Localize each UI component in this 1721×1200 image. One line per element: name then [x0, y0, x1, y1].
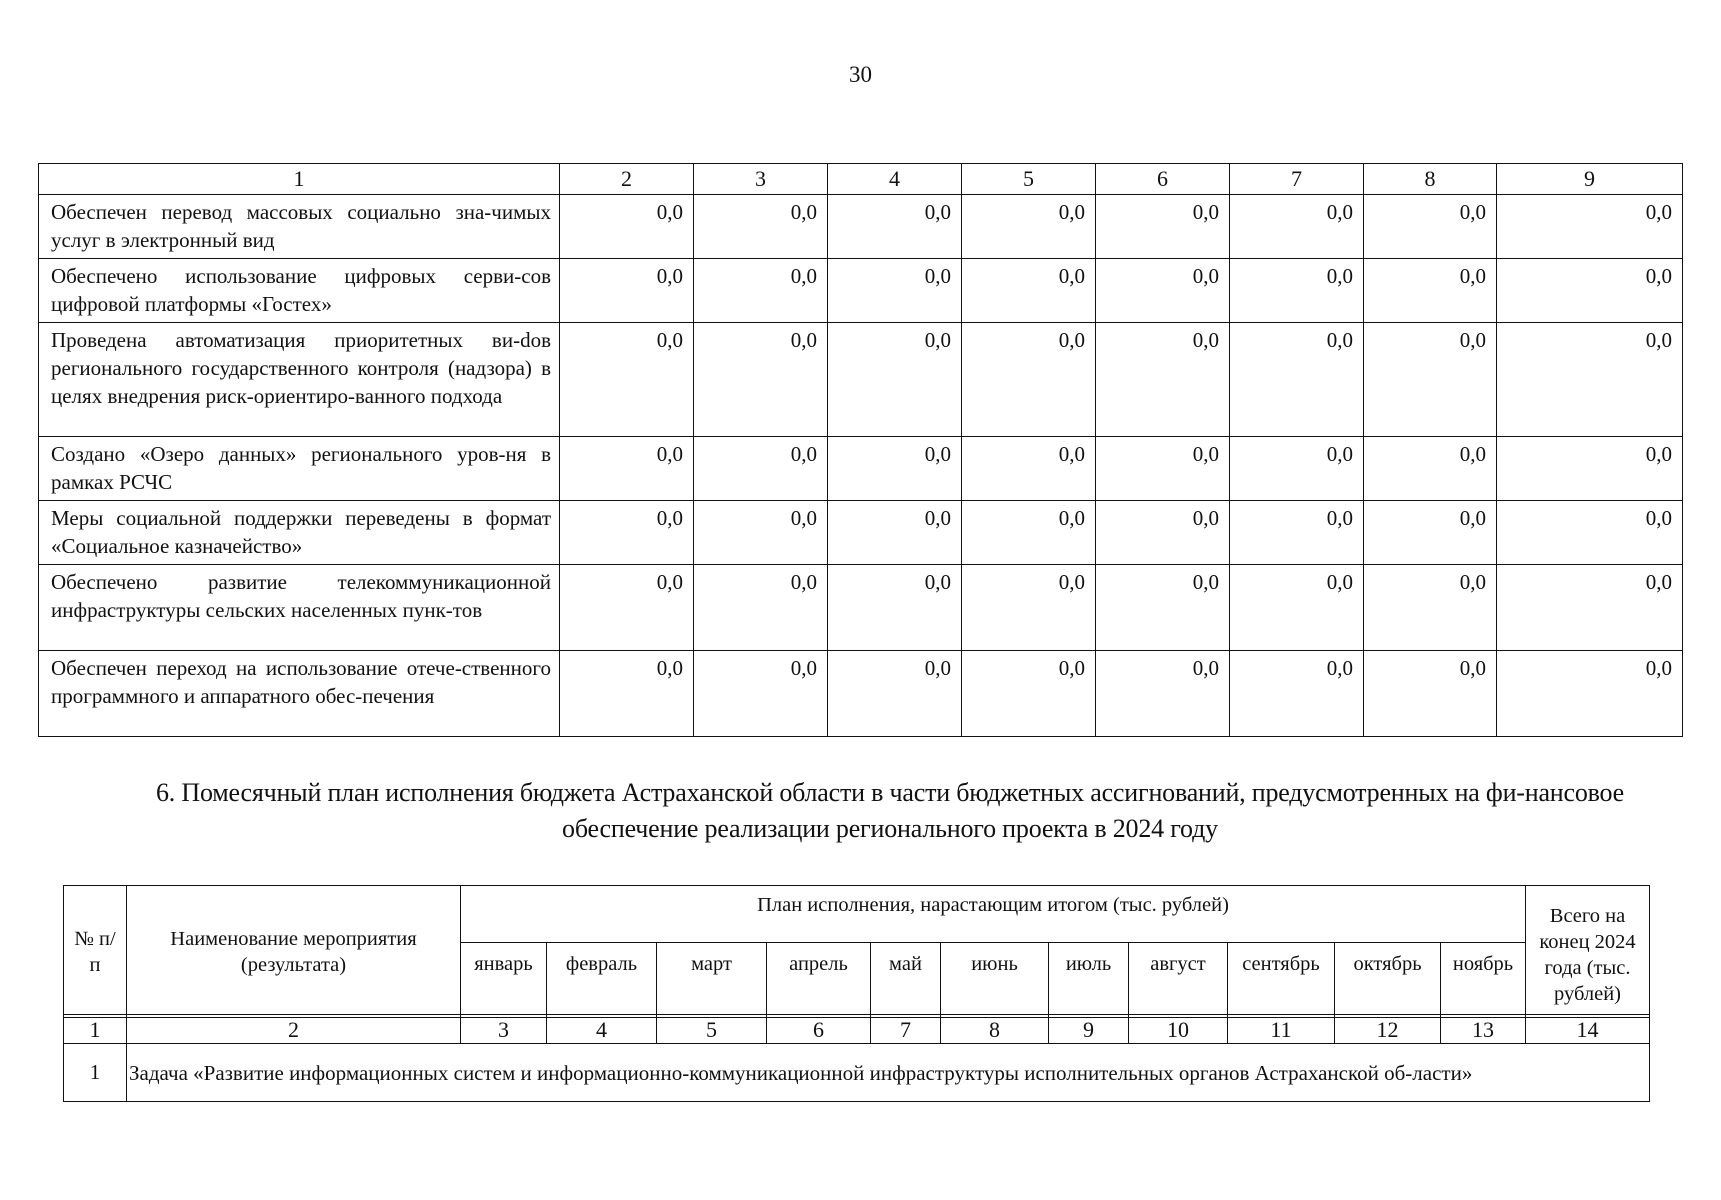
result-name: Обеспечен перевод массовых социально зна-чимых услуг в электронный вид — [39, 195, 560, 259]
column-number: 3 — [461, 1015, 547, 1044]
value-cell: 0,0 — [1230, 501, 1364, 565]
month-header: январь — [461, 943, 547, 1018]
col-name-header: Наименование мероприятия (результата) — [127, 886, 461, 1018]
budget-plan-table — [63, 1014, 1650, 1102]
value-cell: 0,0 — [1096, 565, 1230, 651]
column-number: 4 — [828, 164, 962, 195]
column-number: 2 — [127, 1015, 461, 1044]
task-text: Задача «Развитие информационных систем и информационно-коммуникационной инфраструктуры исполнительных органов Астраханской об-ласти» — [127, 1044, 1650, 1102]
result-name: Меры социальной поддержки переведены в формат «Социальное казначейство» — [39, 501, 560, 565]
value-cell: 0,0 — [962, 323, 1096, 437]
table-row — [39, 195, 1683, 259]
value-cell: 0,0 — [1497, 565, 1683, 651]
value-cell: 0,0 — [1096, 437, 1230, 501]
value-cell: 0,0 — [1497, 501, 1683, 565]
value-cell: 0,0 — [828, 259, 962, 323]
value-cell: 0,0 — [694, 501, 828, 565]
column-number: 9 — [1497, 164, 1683, 195]
value-cell: 0,0 — [828, 501, 962, 565]
value-cell: 0,0 — [1364, 195, 1497, 259]
value-cell: 0,0 — [828, 651, 962, 737]
value-cell: 0,0 — [1096, 195, 1230, 259]
column-numbers-row — [64, 1015, 1650, 1044]
value-cell: 0,0 — [560, 565, 694, 651]
column-number: 5 — [657, 1015, 767, 1044]
value-cell: 0,0 — [828, 323, 962, 437]
value-cell: 0,0 — [1497, 437, 1683, 501]
column-number: 4 — [547, 1015, 657, 1044]
value-cell: 0,0 — [560, 437, 694, 501]
month-header: май — [871, 943, 941, 1018]
result-name: Обеспечен переход на использование отече-ственного программного и аппаратного обес-печения — [39, 651, 560, 737]
value-cell: 0,0 — [694, 437, 828, 501]
page-number: 30 — [849, 62, 872, 87]
column-number: 12 — [1335, 1015, 1441, 1044]
value-cell: 0,0 — [1364, 651, 1497, 737]
total-header: Всего на конец 2024 года (тыс. рублей) — [1526, 886, 1650, 1018]
value-cell: 0,0 — [560, 195, 694, 259]
value-cell: 0,0 — [1096, 651, 1230, 737]
value-cell: 0,0 — [1230, 651, 1364, 737]
table-row — [39, 259, 1683, 323]
month-header: апрель — [767, 943, 871, 1018]
table-header-row — [39, 164, 1683, 195]
value-cell: 0,0 — [962, 195, 1096, 259]
value-cell: 0,0 — [1497, 259, 1683, 323]
column-number: 3 — [694, 164, 828, 195]
plan-header: План исполнения, нарастающим итогом (тыс. рублей) — [461, 886, 1526, 943]
month-header: июль — [1049, 943, 1129, 1018]
value-cell: 0,0 — [1230, 323, 1364, 437]
col-number-header: № п/п — [64, 886, 127, 1018]
value-cell: 0,0 — [1497, 195, 1683, 259]
column-number: 11 — [1228, 1015, 1335, 1044]
column-number: 7 — [871, 1015, 941, 1044]
value-cell: 0,0 — [694, 323, 828, 437]
result-name: Проведена автоматизация приоритетных ви-dов регионального государственного контроля (надзора) в целях внедрения риск-ориентиро-ванного подхода — [39, 323, 560, 437]
value-cell: 0,0 — [694, 195, 828, 259]
value-cell: 0,0 — [694, 651, 828, 737]
month-header: февраль — [547, 943, 657, 1018]
column-number: 7 — [1230, 164, 1364, 195]
table-row — [39, 323, 1683, 437]
column-number: 6 — [767, 1015, 871, 1044]
result-name: Обеспечено развитие телекоммуникационной инфраструктуры сельских населенных пунк-тов — [39, 565, 560, 651]
value-cell: 0,0 — [694, 259, 828, 323]
value-cell: 0,0 — [962, 501, 1096, 565]
value-cell: 0,0 — [560, 651, 694, 737]
month-header: август — [1129, 943, 1228, 1018]
value-cell: 0,0 — [1497, 323, 1683, 437]
column-number: 9 — [1049, 1015, 1129, 1044]
value-cell: 0,0 — [1364, 565, 1497, 651]
column-number: 1 — [39, 164, 560, 195]
value-cell: 0,0 — [1497, 651, 1683, 737]
value-cell: 0,0 — [828, 195, 962, 259]
column-number: 8 — [1364, 164, 1497, 195]
month-header: сентябрь — [1228, 943, 1335, 1018]
table-row — [39, 651, 1683, 737]
value-cell: 0,0 — [1230, 259, 1364, 323]
month-header: ноябрь — [1441, 943, 1526, 1018]
budget-plan-header-table — [63, 885, 1650, 1018]
value-cell: 0,0 — [560, 259, 694, 323]
column-number: 13 — [1441, 1015, 1526, 1044]
value-cell: 0,0 — [962, 651, 1096, 737]
value-cell: 0,0 — [828, 437, 962, 501]
column-number: 6 — [1096, 164, 1230, 195]
value-cell: 0,0 — [694, 565, 828, 651]
value-cell: 0,0 — [962, 437, 1096, 501]
value-cell: 0,0 — [560, 501, 694, 565]
value-cell: 0,0 — [828, 565, 962, 651]
value-cell: 0,0 — [1096, 323, 1230, 437]
task-number: 1 — [64, 1044, 127, 1102]
table-row — [39, 501, 1683, 565]
value-cell: 0,0 — [1230, 195, 1364, 259]
month-header: март — [657, 943, 767, 1018]
value-cell: 0,0 — [1230, 437, 1364, 501]
column-number: 1 — [64, 1015, 127, 1044]
column-number: 10 — [1129, 1015, 1228, 1044]
table-row — [39, 565, 1683, 651]
results-table — [38, 163, 1683, 737]
result-name: Создано «Озеро данных» регионального уров-ня в рамках РСЧС — [39, 437, 560, 501]
month-header: июнь — [941, 943, 1049, 1018]
task-row — [64, 1044, 1650, 1102]
value-cell: 0,0 — [962, 565, 1096, 651]
value-cell: 0,0 — [1364, 259, 1497, 323]
value-cell: 0,0 — [1364, 323, 1497, 437]
section-title: 6. Помесячный план исполнения бюджета Астраханской области в части бюджетных ассигнований, предусмотренных на фи-нансовое обеспечение реализации регионального проекта в 2024 году — [155, 778, 1625, 843]
column-number: 2 — [560, 164, 694, 195]
table-row — [39, 437, 1683, 501]
value-cell: 0,0 — [1096, 501, 1230, 565]
column-number: 5 — [962, 164, 1096, 195]
value-cell: 0,0 — [1364, 437, 1497, 501]
value-cell: 0,0 — [1364, 501, 1497, 565]
value-cell: 0,0 — [560, 323, 694, 437]
month-header: октябрь — [1335, 943, 1441, 1018]
column-number: 14 — [1526, 1015, 1650, 1044]
column-number: 8 — [941, 1015, 1049, 1044]
result-name: Обеспечено использование цифровых серви-сов цифровой платформы «Гостех» — [39, 259, 560, 323]
value-cell: 0,0 — [1096, 259, 1230, 323]
value-cell: 0,0 — [962, 259, 1096, 323]
value-cell: 0,0 — [1230, 565, 1364, 651]
